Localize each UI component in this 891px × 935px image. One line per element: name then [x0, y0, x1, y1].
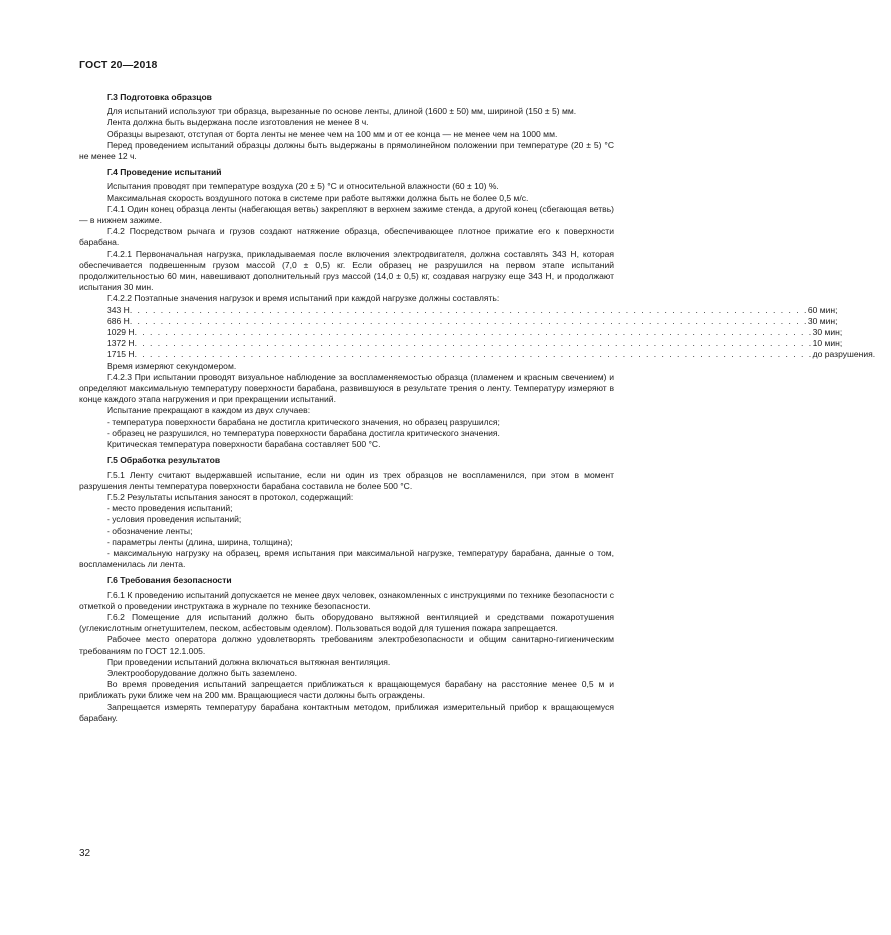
paragraph: Г.4.2 Посредством рычага и грузов создают натяжение образца, обеспечивающее плотное прижатие его к поверхности барабана.	[79, 226, 614, 248]
paragraph: Г.6.1 К проведению испытаний допускается не менее двух человек, ознакомленных с инструкциями по технике безопасности с отметкой о проведении инструктажа в журнале по технике безопасности.	[79, 589, 614, 611]
paragraph: Г.6.2 Помещение для испытаний должно быть оборудовано вытяжной вентиляцией и средствами пожаротушения (углекислотным огнетушителем, песком, асбестовым одеялом). Пользоваться водой для тушения пожара запрещается.	[79, 611, 614, 634]
section-title-g5: Г.5 Обработка результатов	[107, 455, 221, 466]
paragraph: Максимальная скорость воздушного потока в системе при работе вытяжки должна быть не более 0,5 м/с.	[107, 192, 529, 203]
section-title-g4: Г.4 Проведение испытаний	[107, 167, 222, 178]
paragraph: Для испытаний используют три образца, вырезанные по основе ленты, длиной (1600 ± 50) мм, шириной (150 ± 5) мм.	[107, 106, 577, 117]
page-number: 32	[79, 848, 91, 859]
paragraph: Рабочее место оператора должно удовлетворять требованиям электробезопасности и общим санитарно-гигиеническим требованиям по ГОСТ 12.1.005.	[79, 634, 614, 656]
leader-dots: . . . . . . . . . . . . . . . . . . . . . . . . . . . . . . . . . . . . . . . . . . . . . . . . . . . . . . . . . . . . . . . . . . . . . . . . . . . . . . . . . . . . . . . .	[134, 338, 813, 349]
paragraph: Испытания проводят при температуре воздуха (20 ± 5) °С и относительной влажности (60 ± 10) %.	[107, 181, 499, 192]
paragraph: Электрооборудование должно быть заземлено.	[107, 667, 297, 678]
paragraph: Г.5.1 Ленту считают выдержавшей испытание, если ни один из трех образцов не воспламенился, при этом в момент разрушения ленты температура поверхности барабана составила не более 500 °С.	[79, 469, 614, 491]
list-item: - обозначение ленты;	[107, 525, 193, 536]
leader-dots: . . . . . . . . . . . . . . . . . . . . . . . . . . . . . . . . . . . . . . . . . . . . . . . . . . . . . . . . . . . . . . . . . . . . . . . . . . . . . . . . . . . . . . . .	[134, 327, 813, 338]
load-value: 343 Н	[107, 304, 130, 315]
document-body	[79, 92, 876, 724]
load-time: 10 мин;	[812, 338, 843, 349]
load-row	[107, 349, 876, 360]
list-item: - параметры ленты (длина, ширина, толщина);	[107, 536, 293, 547]
paragraph: Время измеряют секундомером.	[107, 360, 237, 371]
list-item: - температура поверхности барабана не достигла критического значения, но образец разрушился;	[107, 416, 500, 427]
paragraph: Г.4.2.3 При испытании проводят визуальное наблюдение за воспламеняемостью образца (пламенем и красным свечением) и определяют максимальную температуру поверхности барабана, развившуюся в результате трения о ленту. Температуру измеряют в конце каждого этапа нагружения и при прекращении испытаний.	[79, 371, 614, 405]
list-item: - максимальную нагрузку на образец, время испытания при максимальной нагрузке, температуру барабана, данные о том, воспламенилась ли лента.	[79, 547, 614, 570]
load-value: 1029 Н	[107, 327, 135, 338]
list-item: - образец не разрушился, но температура поверхности барабана достигла критического значения.	[107, 427, 500, 438]
paragraph: Испытание прекращают в каждом из двух случаев:	[107, 405, 311, 416]
section-title-g3: Г.3 Подготовка образцов	[107, 92, 212, 102]
paragraph: Запрещается измерять температуру барабана контактным методом, приближая измерительный прибор к вращающемуся барабану.	[79, 701, 614, 723]
load-value: 1715 Н	[107, 349, 135, 360]
list-item: - условия проведения испытаний;	[107, 514, 242, 525]
load-row	[107, 315, 838, 327]
paragraph: Образцы вырезают, отступая от борта ленты не менее чем на 100 мм и от ее конца — не менее чем на 1000 мм.	[107, 128, 558, 139]
paragraph: Г.4.1 Один конец образца ленты (набегающая ветвь) закрепляют в верхнем зажиме стенда, а другой конец (сбегающая ветвь) — в нижнем зажиме.	[79, 203, 614, 226]
leader-dots: . . . . . . . . . . . . . . . . . . . . . . . . . . . . . . . . . . . . . . . . . . . . . . . . . . . . . . . . . . . . . . . . . . . . . . . . . . . . . . . . . . . . . . . .	[129, 315, 808, 326]
paragraph: Перед проведением испытаний образцы должны быть выдержаны в прямолинейном положении при температуре (20 ± 5) °С не менее 12 ч.	[79, 139, 614, 162]
paragraph: Г.5.2 Результаты испытания заносят в протокол, содержащий:	[107, 491, 354, 502]
section-title-g6: Г.6 Требования безопасности	[107, 575, 232, 586]
load-value: 1372 Н	[107, 338, 135, 349]
document-header: ГОСТ 20—2018	[79, 59, 158, 71]
leader-dots: . . . . . . . . . . . . . . . . . . . . . . . . . . . . . . . . . . . . . . . . . . . . . . . . . . . . . . . . . . . . . . . . . . . . . . . . . . . . . . . . . . . . . . . .	[134, 349, 813, 360]
paragraph: Г.4.2.2 Поэтапные значения нагрузок и время испытаний при каждой нагрузке должны составлять:	[107, 293, 500, 304]
load-time: 30 мин;	[812, 327, 843, 338]
load-row	[107, 338, 843, 349]
load-time: 30 мин;	[807, 315, 838, 326]
load-value: 686 Н	[107, 315, 130, 326]
load-row	[107, 327, 843, 338]
paragraph: При проведении испытаний должна включаться вытяжная вентиляция.	[107, 656, 391, 667]
paragraph: Г.4.2.1 Первоначальная нагрузка, прикладываемая после включения электродвигателя, должна составлять 343 Н, которая обеспечивается подвешенным грузом массой (7,0 ± 0,5) кг. Если образец не разрушился на первом этапе испытаний продолжительностью 60 мин, навешивают дополнительный груз массой (14,0 ± 0,5) кг, создавая нагрузку еще 343 Н, и продолжают испытания 30 мин.	[79, 248, 614, 293]
paragraph: Во время проведения испытаний запрещается приближаться к вращающемуся барабану на расстояние менее 0,5 м и приближать руки ближе чем на 200 мм. Вращающиеся части должны быть ограждены.	[79, 679, 614, 701]
leader-dots: . . . . . . . . . . . . . . . . . . . . . . . . . . . . . . . . . . . . . . . . . . . . . . . . . . . . . . . . . . . . . . . . . . . . . . . . . . . . . . . . . . . . . . . .	[129, 304, 808, 315]
load-time: 60 мин;	[807, 304, 838, 315]
paragraph: Критическая температура поверхности барабана составляет 500 °С.	[107, 439, 381, 450]
load-row	[107, 304, 838, 316]
list-item: - место проведения испытаний;	[107, 503, 233, 514]
load-time: до разрушения.	[812, 349, 876, 360]
paragraph: Лента должна быть выдержана после изготовления не менее 8 ч.	[107, 117, 369, 128]
